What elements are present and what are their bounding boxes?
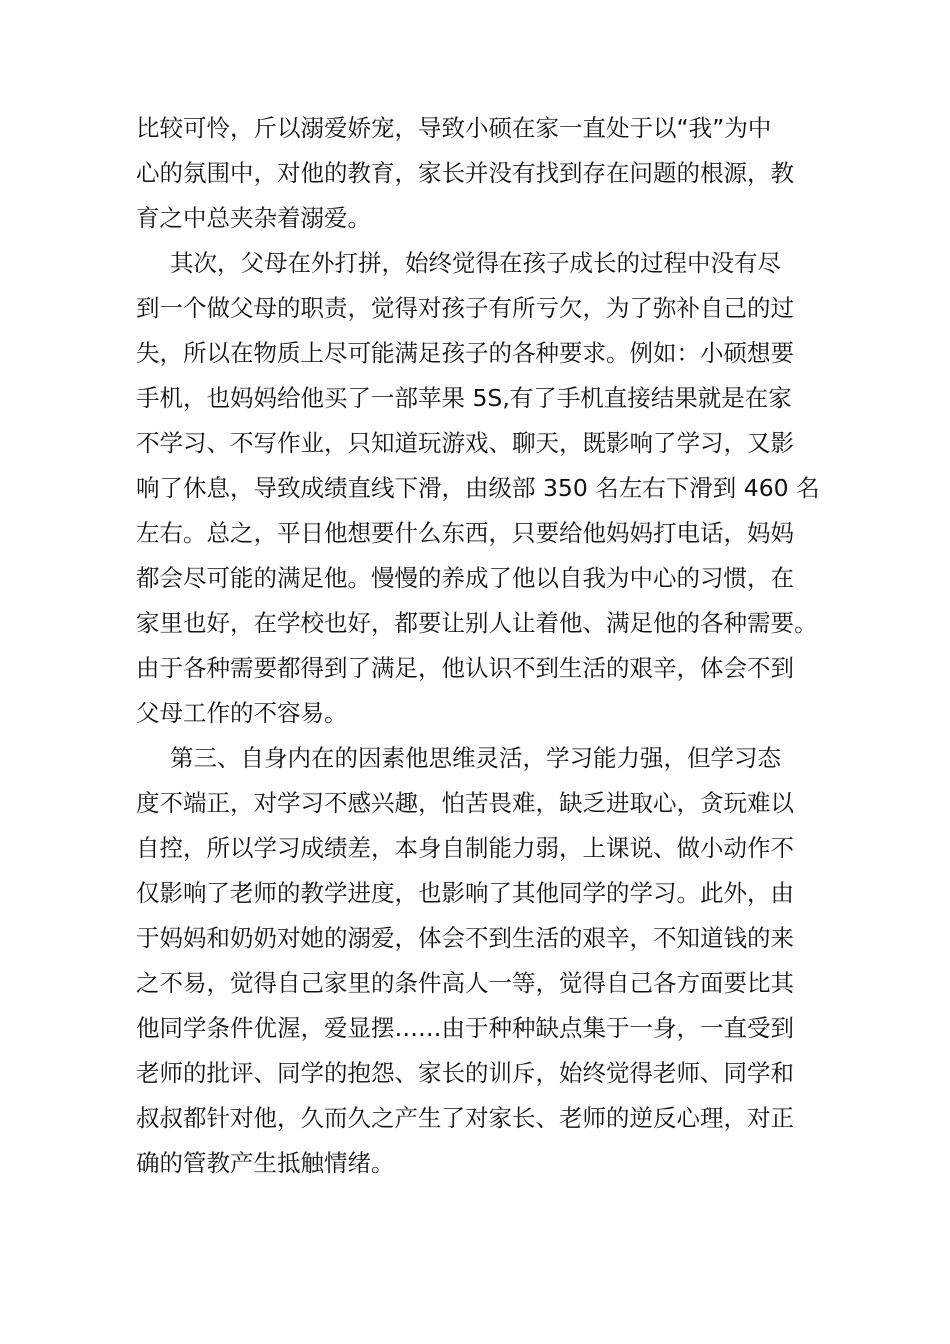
text-line: 之不易，觉得自己家里的条件高人一等，觉得自己各方面要比其 <box>136 969 794 997</box>
text-line: 由于各种需要都得到了满足，他认识不到生活的艰辛，体会不到 <box>136 654 794 682</box>
text-line: 自控，所以学习成绩差，本身自制能力弱，上课说、做小动作不 <box>136 834 794 862</box>
text-line: 确的管教产生抵触情绪。 <box>136 1149 395 1177</box>
text-line: 响了休息，导致成绩直线下滑，由级部 350 名左右下滑到 460 名 <box>136 474 820 502</box>
text-line: 育之中总夹杂着溺爱。 <box>136 204 371 232</box>
text-line: 老师的批评、同学的抱怨、家长的训斥，始终觉得老师、同学和 <box>136 1059 794 1087</box>
text-line: 心的氛围中，对他的教育，家长并没有找到存在问题的根源，教 <box>136 159 794 187</box>
paragraph-first-line: 其次，父母在外打拼，始终觉得在孩子成长的过程中没有尽 <box>170 249 781 277</box>
text-line: 仅影响了老师的教学进度，也影响了其他同学的学习。此外，由 <box>136 879 794 907</box>
text-line: 不学习、不写作业，只知道玩游戏、聊天，既影响了学习，又影 <box>136 429 794 457</box>
text-line: 都会尽可能的满足他。慢慢的养成了他以自我为中心的习惯，在 <box>136 564 794 592</box>
text-line: 家里也好，在学校也好，都要让别人让着他、满足他的各种需要。 <box>136 609 818 637</box>
text-line: 度不端正，对学习不感兴趣，怕苦畏难，缺乏进取心，贪玩难以 <box>136 789 794 817</box>
text-line: 于妈妈和奶奶对她的溺爱，体会不到生活的艰辛，不知道钱的来 <box>136 924 794 952</box>
text-line: 失，所以在物质上尽可能满足孩子的各种要求。例如：小硕想要 <box>136 339 794 367</box>
text-line: 左右。总之，平日他想要什么东西，只要给他妈妈打电话，妈妈 <box>136 519 794 547</box>
text-line: 父母工作的不容易。 <box>136 699 348 727</box>
text-line: 叔叔都针对他，久而久之产生了对家长、老师的逆反心理，对正 <box>136 1104 794 1132</box>
paragraph-first-line: 第三、自身内在的因素他思维灵活，学习能力强，但学习态 <box>170 744 781 772</box>
text-line: 手机，也妈妈给他买了一部苹果 5S,有了手机直接结果就是在家 <box>136 384 792 412</box>
text-line: 到一个做父母的职责，觉得对孩子有所亏欠，为了弥补自己的过 <box>136 294 794 322</box>
text-line: 他同学条件优渥，爱显摆……由于种种缺点集于一身，一直受到 <box>136 1014 794 1042</box>
text-line: 比较可怜，斤以溺爱娇宠，导致小硕在家一直处于以“我”为中 <box>136 114 772 142</box>
